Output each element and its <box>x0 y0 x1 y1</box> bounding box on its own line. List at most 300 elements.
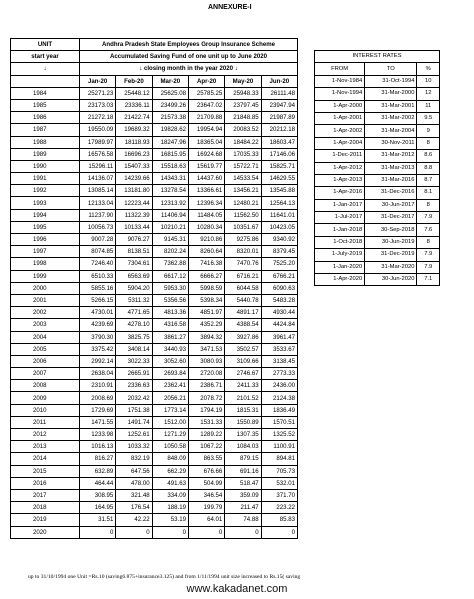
start-year-cell: 2010 <box>11 404 80 416</box>
month-header: Mar-20 <box>152 75 188 87</box>
value-cell: 14629.55 <box>261 173 297 185</box>
rate-to-cell: 31-Mar-2013 <box>365 162 417 174</box>
month-header: Jun-20 <box>261 75 297 87</box>
value-cell: 21573.38 <box>152 112 188 124</box>
rate-from-cell: 1-Apr-2004 <box>315 137 365 149</box>
annexure-title: ANNEXURE-I <box>208 4 252 11</box>
table-row <box>11 112 298 124</box>
value-cell: 346.54 <box>188 489 224 501</box>
value-cell: 18247.96 <box>152 136 188 148</box>
month-header-row <box>11 75 298 87</box>
value-cell: 1271.29 <box>152 429 188 441</box>
value-cell: 308.95 <box>80 489 116 501</box>
rate-from-cell: 1-Apr-2001 <box>315 112 365 124</box>
value-cell: 11322.39 <box>116 209 152 221</box>
rate-from-cell: 1-Apr-2012 <box>315 162 365 174</box>
rate-from-cell: 1-Jul-2017 <box>315 212 365 224</box>
start-year-cell: 1988 <box>11 136 80 148</box>
value-cell: 10280.34 <box>188 221 224 233</box>
value-cell: 816.27 <box>80 453 116 465</box>
start-year-label: start year <box>11 51 80 63</box>
value-cell: 23173.03 <box>80 99 116 111</box>
value-cell: 3109.66 <box>225 355 261 367</box>
rate-row <box>315 224 440 236</box>
table-row <box>11 136 298 148</box>
table-row <box>11 514 298 526</box>
value-cell: 4851.97 <box>188 307 224 319</box>
value-cell: 4424.84 <box>261 319 297 331</box>
month-header: Jan-20 <box>80 75 116 87</box>
rate-row <box>315 137 440 149</box>
table-row <box>11 343 298 355</box>
value-cell: 176.54 <box>116 502 152 514</box>
rate-pct-cell: 9 <box>417 125 440 137</box>
rate-to-cell: 30-Jun-2020 <box>365 274 417 286</box>
rate-pct-cell: 8.1 <box>417 187 440 199</box>
value-cell: 18118.93 <box>116 136 152 148</box>
value-cell: 1067.22 <box>188 441 224 453</box>
rate-to-cell: 30-Jun-2019 <box>365 236 417 248</box>
rate-row <box>315 162 440 174</box>
value-cell: 14437.60 <box>188 173 224 185</box>
value-cell: 3927.86 <box>225 331 261 343</box>
value-cell: 1836.49 <box>261 404 297 416</box>
value-cell: 1233.98 <box>80 429 116 441</box>
value-cell: 16924.68 <box>188 148 224 160</box>
value-cell: 7304.61 <box>116 258 152 270</box>
value-cell: 1084.03 <box>225 441 261 453</box>
table-row <box>11 99 298 111</box>
arrow-down-icon: ↓ <box>11 63 80 75</box>
value-cell: 12223.44 <box>116 197 152 209</box>
value-cell: 7246.40 <box>80 258 116 270</box>
rate-row <box>315 187 440 199</box>
value-cell: 2386.71 <box>188 380 224 392</box>
value-cell: 7525.20 <box>261 258 297 270</box>
value-cell: 25271.23 <box>80 87 116 99</box>
value-cell: 6716.21 <box>225 270 261 282</box>
value-cell: 532.01 <box>261 477 297 489</box>
start-year-cell: 1994 <box>11 209 80 221</box>
footnote: up to 31/10/1994 one Unit =Rs.10 (saving6.875+insurance3.125) and from 1/11/1994 unit size increased to Rs.15( saving <box>28 574 301 580</box>
table-row <box>11 441 298 453</box>
value-cell: 26111.48 <box>261 87 297 99</box>
value-cell: 19689.32 <box>116 124 152 136</box>
start-year-cell: 1993 <box>11 197 80 209</box>
value-cell: 3790.30 <box>80 331 116 343</box>
start-year-cell: 2012 <box>11 429 80 441</box>
value-cell: 4930.44 <box>261 307 297 319</box>
value-cell: 8074.85 <box>80 246 116 258</box>
rate-from-cell: 1-Jan-2020 <box>315 261 365 273</box>
start-year-cell: 2015 <box>11 465 80 477</box>
start-year-cell: 1992 <box>11 185 80 197</box>
start-year-cell: 2007 <box>11 368 80 380</box>
value-cell: 518.47 <box>225 477 261 489</box>
value-cell: 14239.66 <box>116 173 152 185</box>
value-cell: 1100.91 <box>261 441 297 453</box>
value-cell: 74.88 <box>225 514 261 526</box>
table-row <box>11 282 298 294</box>
value-cell: 6666.27 <box>188 270 224 282</box>
table-row <box>11 258 298 270</box>
rate-pct-cell: 8.8 <box>417 162 440 174</box>
value-cell: 0 <box>152 526 188 538</box>
value-cell: 3138.45 <box>261 355 297 367</box>
rate-from-cell: 1-Jan-2017 <box>315 199 365 211</box>
start-year-cell: 1989 <box>11 148 80 160</box>
start-year-cell: 1985 <box>11 99 80 111</box>
start-year-cell: 1984 <box>11 87 80 99</box>
value-cell: 10351.67 <box>225 221 261 233</box>
value-cell: 8202.24 <box>152 246 188 258</box>
value-cell: 15722.71 <box>225 160 261 172</box>
start-year-cell: 1995 <box>11 221 80 233</box>
value-cell: 1570.51 <box>261 416 297 428</box>
start-year-cell: 2001 <box>11 294 80 306</box>
value-cell: 23336.11 <box>116 99 152 111</box>
interest-rates-body <box>315 75 440 286</box>
value-cell: 25785.25 <box>188 87 224 99</box>
value-cell: 14343.31 <box>152 173 188 185</box>
value-cell: 464.44 <box>80 477 116 489</box>
rate-row <box>315 88 440 100</box>
value-cell: 18365.04 <box>188 136 224 148</box>
start-year-cell: 2013 <box>11 441 80 453</box>
website-url[interactable]: www.kakadanet.com <box>186 583 288 595</box>
value-cell: 21987.89 <box>261 112 297 124</box>
value-cell: 13085.14 <box>80 185 116 197</box>
rate-pct-cell: 7.6 <box>417 224 440 236</box>
value-cell: 19550.09 <box>80 124 116 136</box>
value-cell: 15518.63 <box>152 160 188 172</box>
start-year-cell: 2006 <box>11 355 80 367</box>
value-cell: 2693.84 <box>152 368 188 380</box>
value-cell: 5483.28 <box>261 294 297 306</box>
rate-to-cell: 31-Mar-2001 <box>365 100 417 112</box>
value-cell: 21272.18 <box>80 112 116 124</box>
value-cell: 9145.31 <box>152 234 188 246</box>
rate-from-cell: 1-July-2019 <box>315 249 365 261</box>
rate-row <box>315 150 440 162</box>
rate-from-cell: 1-Dec-2011 <box>315 150 365 162</box>
value-cell: 705.73 <box>261 465 297 477</box>
rate-to-cell: 31-Dec-2016 <box>365 187 417 199</box>
value-cell: 16696.23 <box>116 148 152 160</box>
value-cell: 9076.27 <box>116 234 152 246</box>
rate-row <box>315 112 440 124</box>
value-cell: 211.47 <box>225 502 261 514</box>
value-cell: 2336.63 <box>116 380 152 392</box>
value-cell: 334.09 <box>152 489 188 501</box>
value-cell: 1016.13 <box>80 441 116 453</box>
value-cell: 1773.14 <box>152 404 188 416</box>
rate-to-cell: 30-Sep-2018 <box>365 224 417 236</box>
value-cell: 8379.45 <box>261 246 297 258</box>
value-cell: 1794.19 <box>188 404 224 416</box>
closing-month-label: ↓ closing month in the year 2020 ↓ <box>80 63 298 75</box>
value-cell: 321.48 <box>116 489 152 501</box>
value-cell: 16815.95 <box>152 148 188 160</box>
value-cell: 6510.33 <box>80 270 116 282</box>
value-cell: 647.56 <box>116 465 152 477</box>
value-cell: 23647.02 <box>188 99 224 111</box>
value-cell: 4239.69 <box>80 319 116 331</box>
value-cell: 2720.08 <box>188 368 224 380</box>
rate-pct-cell: 11 <box>417 100 440 112</box>
value-cell: 3894.32 <box>188 331 224 343</box>
rate-to-cell: 31-Mar-2020 <box>365 261 417 273</box>
value-cell: 53.19 <box>152 514 188 526</box>
value-cell: 13278.54 <box>152 185 188 197</box>
rate-row <box>315 125 440 137</box>
table-row <box>11 404 298 416</box>
value-cell: 8320.01 <box>225 246 261 258</box>
table-row <box>11 185 298 197</box>
value-cell: 12480.21 <box>225 197 261 209</box>
value-cell: 25625.08 <box>152 87 188 99</box>
value-cell: 23499.26 <box>152 99 188 111</box>
value-cell: 6090.63 <box>261 282 297 294</box>
start-year-cell: 2018 <box>11 502 80 514</box>
start-year-cell: 1997 <box>11 246 80 258</box>
rate-row <box>315 174 440 186</box>
value-cell: 3052.60 <box>152 355 188 367</box>
value-cell: 0 <box>80 526 116 538</box>
value-cell: 5855.16 <box>80 282 116 294</box>
value-cell: 3375.42 <box>80 343 116 355</box>
value-cell: 23797.45 <box>225 99 261 111</box>
value-cell: 3961.47 <box>261 331 297 343</box>
rate-pct-cell: 8 <box>417 236 440 248</box>
value-cell: 3080.93 <box>188 355 224 367</box>
table-row <box>11 124 298 136</box>
month-header: May-20 <box>225 75 261 87</box>
value-cell: 2746.67 <box>225 368 261 380</box>
value-cell: 491.63 <box>152 477 188 489</box>
value-cell: 8138.51 <box>116 246 152 258</box>
value-cell: 2362.41 <box>152 380 188 392</box>
accumulated-title: Accumulated Saving Fund of one unit up to June 2020 <box>80 51 298 63</box>
table-row <box>11 234 298 246</box>
value-cell: 18603.47 <box>261 136 297 148</box>
start-year-cell: 2004 <box>11 331 80 343</box>
rate-pct-cell: 8.6 <box>417 150 440 162</box>
value-cell: 879.15 <box>225 453 261 465</box>
value-cell: 11641.01 <box>261 209 297 221</box>
value-cell: 6766.21 <box>261 270 297 282</box>
start-year-cell: 2009 <box>11 392 80 404</box>
value-cell: 20083.52 <box>225 124 261 136</box>
value-cell: 3502.57 <box>225 343 261 355</box>
value-cell: 3408.14 <box>116 343 152 355</box>
value-cell: 3471.53 <box>188 343 224 355</box>
value-cell: 1729.69 <box>80 404 116 416</box>
value-cell: 3861.27 <box>152 331 188 343</box>
rate-to-cell: 30-Nov-2011 <box>365 137 417 149</box>
value-cell: 31.51 <box>80 514 116 526</box>
savings-table <box>10 38 298 539</box>
value-cell: 199.79 <box>188 502 224 514</box>
value-cell: 2032.42 <box>116 392 152 404</box>
start-year-cell: 2017 <box>11 489 80 501</box>
start-year-cell: 2014 <box>11 453 80 465</box>
value-cell: 4352.29 <box>188 319 224 331</box>
rate-pct-cell: 7.1 <box>417 274 440 286</box>
value-cell: 691.16 <box>225 465 261 477</box>
start-year-cell: 2003 <box>11 319 80 331</box>
value-cell: 23947.94 <box>261 99 297 111</box>
interest-rates-table <box>314 50 440 286</box>
value-cell: 85.83 <box>261 514 297 526</box>
value-cell: 0 <box>261 526 297 538</box>
table-row <box>11 331 298 343</box>
value-cell: 2638.04 <box>80 368 116 380</box>
rate-from-cell: 1-Apr-2013 <box>315 174 365 186</box>
rate-from-cell: 1-Apr-2000 <box>315 100 365 112</box>
rate-from-cell: 1-Apr-2020 <box>315 274 365 286</box>
value-cell: 11484.05 <box>188 209 224 221</box>
rate-pct-cell: 8 <box>417 137 440 149</box>
value-cell: 12133.04 <box>80 197 116 209</box>
rate-from-cell: 1-Nov-1984 <box>315 75 365 87</box>
rates-header-pct: % <box>417 63 440 75</box>
value-cell: 10056.73 <box>80 221 116 233</box>
month-header: Feb-20 <box>116 75 152 87</box>
rate-pct-cell: 7.9 <box>417 261 440 273</box>
value-cell: 10210.21 <box>152 221 188 233</box>
value-cell: 1815.31 <box>225 404 261 416</box>
value-cell: 18484.22 <box>225 136 261 148</box>
table-row <box>11 368 298 380</box>
value-cell: 14533.54 <box>225 173 261 185</box>
value-cell: 4730.01 <box>80 307 116 319</box>
rate-from-cell: 1-Apr-2016 <box>315 187 365 199</box>
value-cell: 6044.58 <box>225 282 261 294</box>
value-cell: 504.99 <box>188 477 224 489</box>
value-cell: 1050.58 <box>152 441 188 453</box>
rate-row <box>315 249 440 261</box>
savings-table-body <box>11 87 298 538</box>
value-cell: 1751.38 <box>116 404 152 416</box>
value-cell: 371.70 <box>261 489 297 501</box>
rate-row <box>315 212 440 224</box>
rate-to-cell: 31-Mar-2000 <box>365 88 417 100</box>
value-cell: 19828.62 <box>152 124 188 136</box>
start-year-cell: 1987 <box>11 124 80 136</box>
value-cell: 5356.56 <box>152 294 188 306</box>
value-cell: 11406.94 <box>152 209 188 221</box>
value-cell: 12396.34 <box>188 197 224 209</box>
value-cell: 2411.33 <box>225 380 261 392</box>
table-row <box>11 294 298 306</box>
value-cell: 3533.67 <box>261 343 297 355</box>
rate-from-cell: 1-Apr-2002 <box>315 125 365 137</box>
table-row <box>11 319 298 331</box>
table-row <box>11 526 298 538</box>
value-cell: 15825.71 <box>261 160 297 172</box>
value-cell: 832.19 <box>116 453 152 465</box>
table-row <box>11 173 298 185</box>
value-cell: 17989.97 <box>80 136 116 148</box>
rate-pct-cell: 7.9 <box>417 249 440 261</box>
value-cell: 42.22 <box>116 514 152 526</box>
value-cell: 5311.32 <box>116 294 152 306</box>
rate-pct-cell: 10 <box>417 75 440 87</box>
value-cell: 2056.21 <box>152 392 188 404</box>
value-cell: 5398.34 <box>188 294 224 306</box>
value-cell: 14136.07 <box>80 173 116 185</box>
value-cell: 25948.33 <box>225 87 261 99</box>
value-cell: 8260.64 <box>188 246 224 258</box>
value-cell: 5440.78 <box>225 294 261 306</box>
value-cell: 4813.36 <box>152 307 188 319</box>
value-cell: 21422.74 <box>116 112 152 124</box>
value-cell: 12313.92 <box>152 197 188 209</box>
start-year-cell: 2011 <box>11 416 80 428</box>
start-year-cell: 1999 <box>11 270 80 282</box>
value-cell: 9210.86 <box>188 234 224 246</box>
rate-pct-cell: 9.5 <box>417 112 440 124</box>
table-row <box>11 489 298 501</box>
rate-row <box>315 100 440 112</box>
value-cell: 1550.89 <box>225 416 261 428</box>
rate-to-cell: 31-Dec-2019 <box>365 249 417 261</box>
start-year-cell: 2002 <box>11 307 80 319</box>
value-cell: 2992.14 <box>80 355 116 367</box>
rate-to-cell: 30-Jun-2017 <box>365 199 417 211</box>
start-year-cell: 2019 <box>11 514 80 526</box>
value-cell: 13456.21 <box>225 185 261 197</box>
value-cell: 1512.00 <box>152 416 188 428</box>
value-cell: 4771.65 <box>116 307 152 319</box>
value-cell: 21709.88 <box>188 112 224 124</box>
rate-to-cell: 31-Oct-1994 <box>365 75 417 87</box>
table-row <box>11 477 298 489</box>
table-row <box>11 270 298 282</box>
rate-from-cell: 1-Jan-2018 <box>315 224 365 236</box>
value-cell: 5266.15 <box>80 294 116 306</box>
value-cell: 2310.91 <box>80 380 116 392</box>
rate-to-cell: 31-Dec-2017 <box>365 212 417 224</box>
value-cell: 164.95 <box>80 502 116 514</box>
value-cell: 13366.61 <box>188 185 224 197</box>
table-row <box>11 453 298 465</box>
value-cell: 17146.06 <box>261 148 297 160</box>
value-cell: 11237.90 <box>80 209 116 221</box>
value-cell: 15619.77 <box>188 160 224 172</box>
value-cell: 359.09 <box>225 489 261 501</box>
value-cell: 3825.75 <box>116 331 152 343</box>
value-cell: 11562.50 <box>225 209 261 221</box>
value-cell: 25448.12 <box>116 87 152 99</box>
value-cell: 1033.32 <box>116 441 152 453</box>
value-cell: 10133.44 <box>116 221 152 233</box>
value-cell: 676.66 <box>188 465 224 477</box>
rates-header-from: FROM <box>315 63 365 75</box>
value-cell: 0 <box>225 526 261 538</box>
value-cell: 5998.59 <box>188 282 224 294</box>
table-row <box>11 380 298 392</box>
scheme-title: Andhra Pradesh State Employees Group Insurance Scheme <box>80 39 298 51</box>
rate-from-cell: 1-Oct-2018 <box>315 236 365 248</box>
rate-row <box>315 199 440 211</box>
rate-from-cell: 1-Nov-1994 <box>315 88 365 100</box>
start-year-cell: 1990 <box>11 160 80 172</box>
start-year-cell: 1986 <box>11 112 80 124</box>
value-cell: 1471.55 <box>80 416 116 428</box>
value-cell: 5904.20 <box>116 282 152 294</box>
